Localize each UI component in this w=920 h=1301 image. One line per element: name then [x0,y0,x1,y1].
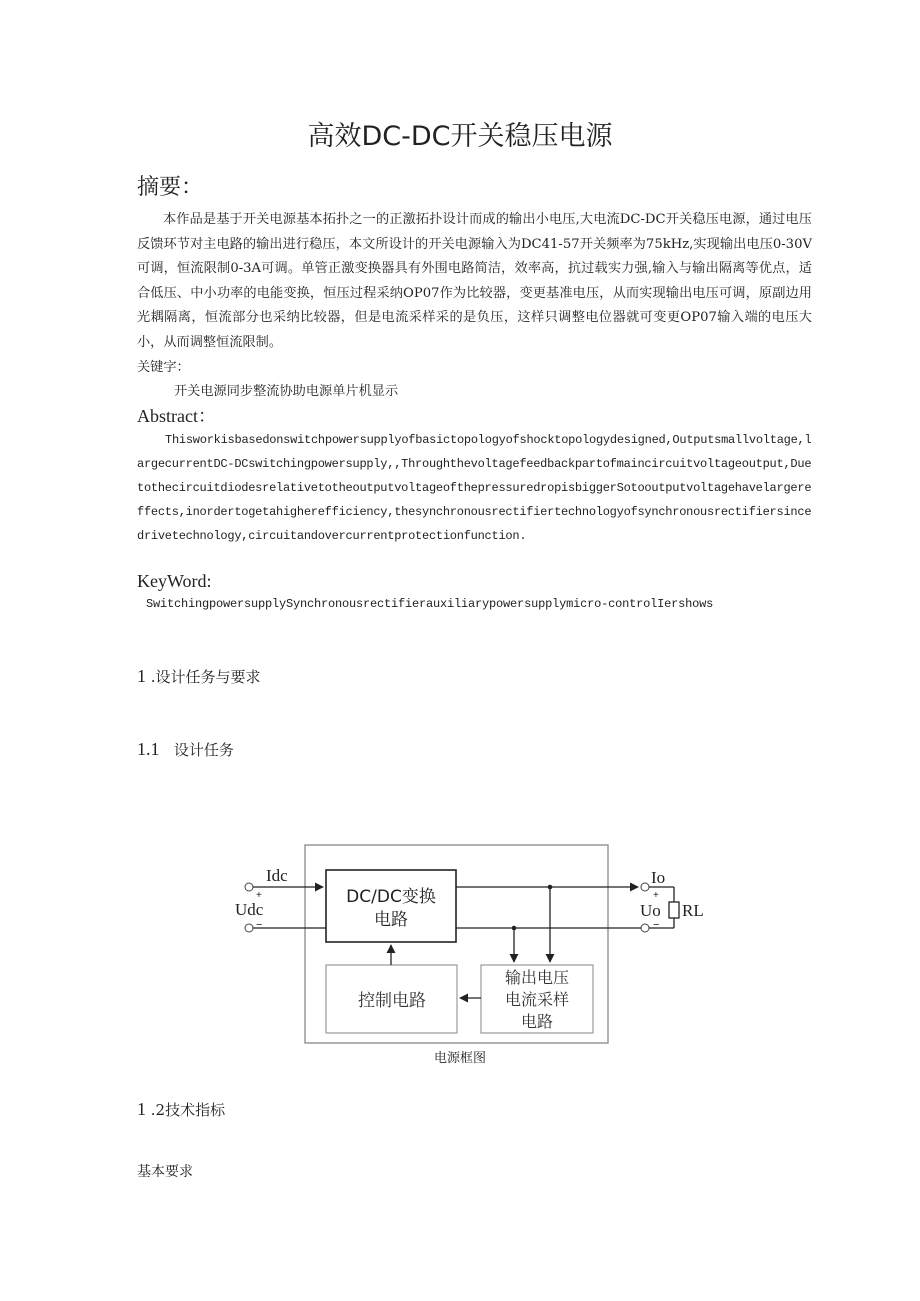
abstract-en-heading: Abstract： [137,406,216,426]
input-plus-sign: + [256,890,262,901]
output-current-label: Io [651,868,666,887]
keywords-zh: 开关电源同步整流协助电源单片机显示 [174,384,399,399]
input-minus-sign: − [256,919,263,931]
abstract-heading: 摘要： [137,175,204,200]
converter-label-line2: 电路 [374,910,408,930]
section-1-heading [137,666,261,687]
output-minus-sign: − [653,919,660,931]
basic-requirements-heading: 基本要求 [137,1164,193,1180]
section-1-1-title: 设计任务 [173,741,234,759]
input-plus-terminal [245,883,253,891]
abstract-en-paragraph: Thisworkisbasedonswitchpowersupplyofbasictopologyofshocktopologydesigned,Outputsmallvoltage,largecurrentDC-DCswitchingpowersupply,,Throughthevoltagefeedbackpartofmaincircuitvoltageoutput,DuetothecircuitdiodesrelativetotheoutputvoltageofthepressuredropisbiggerSotooutputvoltagehavelargereffects,inordertogetahigherefficiency,thesynchronousrectifiertechnologyofsynchronousrectifiersincedrivetechnology,circuitandovercurrentprotectionfunction. [137,433,812,543]
section-1-1-heading [137,739,234,760]
section-1-1-number: 1.1 [137,739,160,759]
keywords-label: 关键字： [137,360,190,375]
output-plus-terminal [641,883,649,891]
sampling-label-line1: 输出电压 [504,968,570,987]
load-resistor [669,902,679,918]
abstract-zh-paragraph: 本作品是基于开关电源基本拓扑之一的正激拓扑设计而成的输出小电压,大电流DC-DC开关稳压电源，通过电压反馈环节对主电路的输出进行稳压，本文所设计的开关电源输入为DC41-57开关频率为75kHz,实现输出电压0-30V可调，恒流限制0-3A可调。单管正激变换器具有外围电路简洁，效率高，抗过载实力强,输入与输出隔离等优点，适合低压、中小功率的电能变换，恒压过程采纳OP07作为比较器，变更基准电压，从而实现输出电压可调，原副边用光耦隔离，恒流部分也采纳比较器，但是电流采样采的是负压，这样只调整电位器就可变更OP07输入端的电压大小，从而调整恒流限制。 [137,212,812,350]
section-1-2-title: .2技术指标 [146,1101,226,1119]
diagram-caption: 电源框图 [433,1051,486,1066]
keywords-en: SwitchingpowersupplySynchronousrectifierauxiliarypowersupplymicro-controlIershows [146,597,714,611]
output-minus-terminal [641,924,649,932]
sampling-label-line3: 电路 [520,1012,554,1031]
input-voltage-label: Udc [235,900,264,919]
load-label: RL [682,901,704,920]
control-label: 控制电路 [358,991,426,1011]
section-1-2-number: 1 [137,1099,146,1119]
input-minus-terminal [245,924,253,932]
power-supply-block-diagram [230,838,710,1050]
sampling-label-line2: 电流采样 [504,990,570,1009]
section-1-2-heading [137,1099,225,1120]
keyword-en-heading: KeyWord: [137,571,212,591]
converter-label-line1: DC/DC变换 [346,887,436,907]
document-title: 高效DC-DC开关稳压电源 [307,121,613,152]
input-current-label: Idc [266,866,288,885]
output-plus-sign: + [653,890,659,901]
section-1-title: .设计任务与要求 [146,668,261,686]
section-1-number: 1 [137,666,146,686]
output-voltage-label: Uo [640,901,661,920]
